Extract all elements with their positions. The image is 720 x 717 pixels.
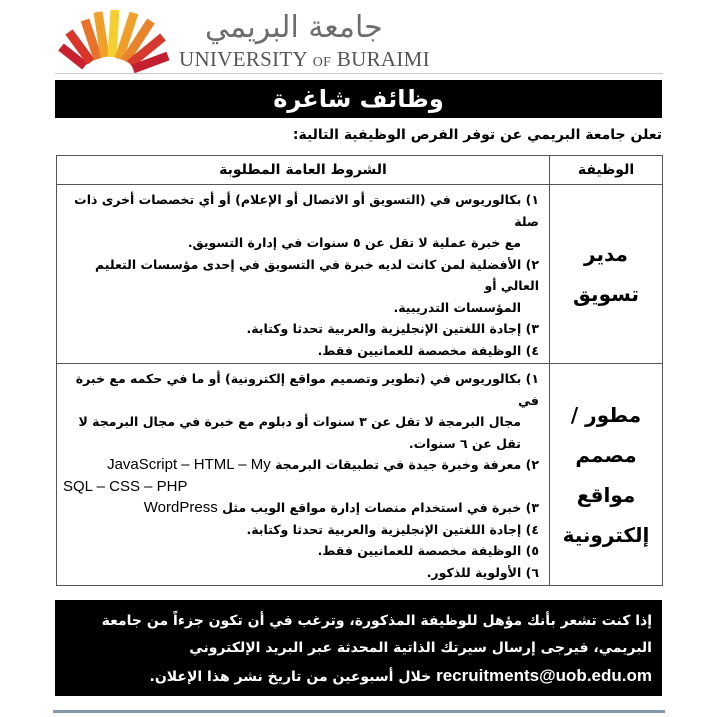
list-item: ٤) إجادة اللغتين الإنجليزية والعربية تحدثا وكتابة. [246, 521, 539, 537]
list-item: ٥) الوظيفة مخصصة للعمانيين فقط. [317, 543, 539, 558]
requirements-list [57, 364, 550, 586]
requirements-list [57, 185, 550, 364]
header-divider [55, 73, 663, 74]
table-header-row [57, 156, 663, 185]
application-instructions [55, 600, 662, 696]
header-job: الوظيفة [550, 156, 663, 185]
logo-english-name: UNIVERSITY OF BURAIMI [179, 47, 430, 71]
table-row [57, 185, 663, 364]
bottom-divider [53, 710, 665, 713]
list-item: ٦) الأولوية للذكور. [426, 564, 539, 580]
logo-arabic-name: جامعة البريمي [205, 10, 383, 45]
intro-text: تعلن جامعة البريمي عن توفر الفرص الوظيفية التالية: [292, 127, 662, 143]
university-logo-icon [55, 4, 175, 74]
header-requirements: الشروط العامة المطلوبة [57, 156, 550, 185]
table-row [57, 364, 663, 586]
job-title-web-developer: مطور / مصمم مواقع إلكترونية [550, 364, 663, 586]
job-title-marketing-manager: مدير تسويق [550, 185, 663, 364]
list-item: ١) بكالوريوس في (التسويق أو الاتصال أو الإعلام) أو أي تخصصات أخرى ذات صلة مع خبرة عملية لا تقل عن ٥ سنوات في إدارة التسويق. [74, 192, 539, 250]
list-item: ٣) إجادة اللغتين الإنجليزية والعربية تحدثا وكتابة. [246, 321, 539, 336]
list-item: ٢) الأفضلية لمن كانت لديه خبرة في التسويق في إحدى مؤسسات التعليم العالي أو المؤسسات التدريبية. [94, 256, 539, 315]
list-item: ٢) معرفة وخبرة جيدة في تطبيقات البرمجة JavaScript – HTML – My SQL – CSS – PHP [63, 456, 539, 495]
list-item: ٤) الوظيفة مخصصة للعمانيين فقط. [317, 342, 539, 358]
list-item: ٣) خبرة في استخدام منصات إدارة مواقع الويب مثل WordPress [143, 499, 539, 516]
list-item: ١) بكالوريوس في (تطوير وتصميم مواقع إلكترونية) أو ما في حكمه مع خبرة في مجال البرمجة لا تقل عن ٣ سنوات أو دبلوم مع خبرة في مجال البرمجة لا تقل عن ٦ سنوات. [75, 371, 539, 451]
university-header [55, 4, 430, 76]
footer-line-1: إذا كنت تشعر بأنك مؤهل للوظيفة المذكورة، وترغب في أن تكون جزءاً من جامعة [101, 613, 652, 629]
footer-line-3: recruitments@uob.edu.om خلال أسبوعين من تاريخ نشر هذا الإعلان. [149, 666, 652, 685]
page-title: وظائف شاغرة [55, 80, 662, 118]
email-link[interactable]: recruitments@uob.edu.om [436, 666, 652, 685]
jobs-table [56, 155, 663, 586]
footer-line-2: البريمي، فيرجى إرسال سيرتك الذاتية المحدثة عبر البريد الإلكتروني [189, 640, 652, 656]
